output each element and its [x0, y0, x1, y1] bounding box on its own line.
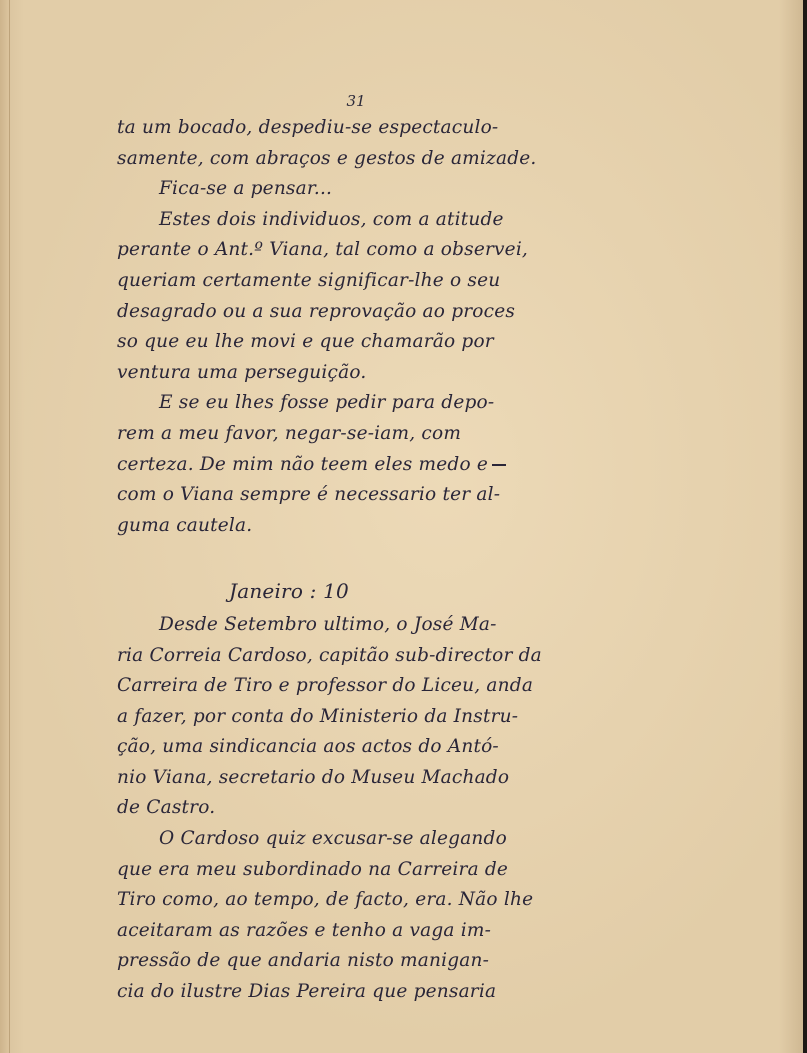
text-line: Estes dois individuos, com a atitude: [159, 208, 504, 230]
text-line: rem a meu favor, negar-se-iam, com: [117, 422, 462, 444]
text-line: que era meu subordinado na Carreira de: [117, 858, 509, 880]
text-line: ção, uma sindicancia aos actos do Antó-: [117, 736, 499, 758]
page-binding-edge: [0, 0, 10, 1053]
text-line: [117, 450, 597, 481]
text-line: perante o Ant.º Viana, tal como a observei,: [117, 239, 529, 261]
text-line: cia do ilustre Dias Pereira que pensaria: [117, 981, 497, 1003]
text-line-content: certeza. De mim não teem eles medo e: [117, 453, 489, 475]
text-line: Carreira de Tiro e professor do Liceu, anda: [117, 675, 534, 697]
text-line: so que eu lhe movi e que chamarão por: [117, 331, 494, 353]
text-line: ventura uma perseguição.: [117, 361, 367, 383]
text-line: ria Correia Cardoso, capitão sub-director da: [117, 644, 542, 666]
text-line: queriam certamente significar-lhe o seu: [117, 269, 501, 291]
paragraph-gap: [117, 541, 597, 572]
text-line: samente, com abraços e gestos de amizade.: [117, 147, 537, 169]
text-line: E se eu lhes fosse pedir para depo-: [159, 392, 495, 414]
text-line: Desde Setembro ultimo, o José Ma-: [159, 613, 497, 635]
text-line: com o Viana sempre é necessario ter al-: [117, 484, 501, 506]
text-line: pressão de que andaria nisto manigan-: [117, 950, 490, 972]
text-line: nio Viana, secretario do Museu Machado: [117, 766, 510, 788]
handwritten-text-block: [117, 113, 597, 1008]
entry-date-heading: Janeiro : 10: [229, 578, 349, 603]
text-line: guma cautela.: [117, 514, 253, 536]
page-number: 31: [346, 92, 366, 110]
text-line: Fica-se a pensar...: [159, 178, 333, 200]
text-line: aceitaram as razões e tenho a vaga im-: [117, 919, 492, 941]
text-line: de Castro.: [117, 797, 216, 819]
text-line: desagrado ou a sua reprovação ao proces: [117, 300, 516, 322]
text-line: O Cardoso quiz excusar-se alegando: [159, 828, 507, 850]
text-line: a fazer, por conta do Ministerio da Instru-: [117, 705, 519, 727]
text-line: ta um bocado, despediu-se espectaculo-: [117, 117, 499, 138]
strikethrough-mark: [492, 464, 506, 466]
text-line: Tiro como, ao tempo, de facto, era. Não lhe: [117, 889, 534, 911]
